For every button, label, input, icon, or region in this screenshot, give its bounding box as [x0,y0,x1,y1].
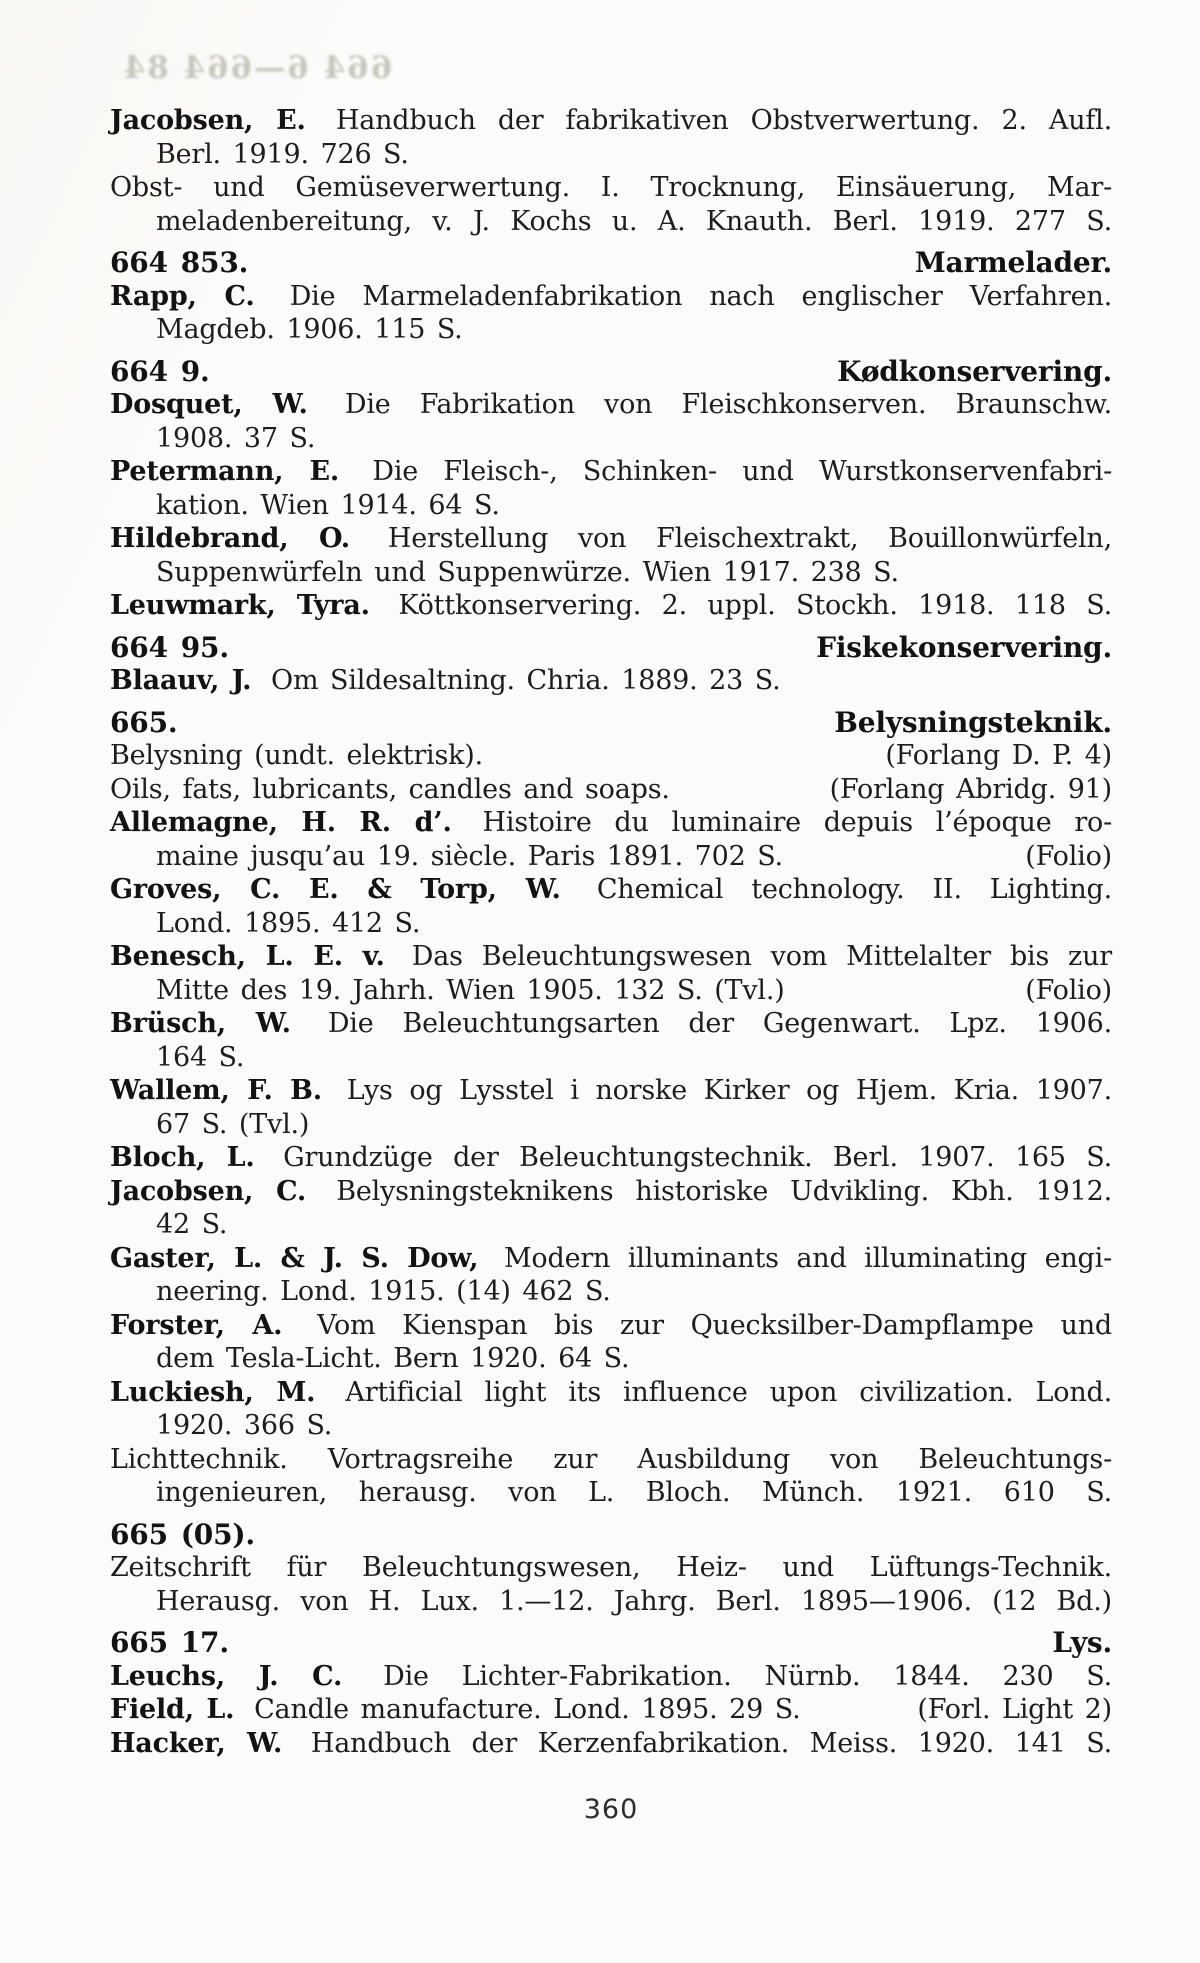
bib-entry-line [110,489,1112,523]
shelf-reference: (Folio) [1025,974,1112,1006]
entry-text: Lichttechnik. Vortragsreihe zur Ausbildung von Beleuchtungs- [110,1443,1112,1475]
bib-entry-line [110,422,1112,456]
bib-entry-line [110,280,1112,314]
bib-entry-line [110,1476,1112,1510]
line-text [156,908,420,939]
line-text [110,631,237,665]
line-text [110,1075,1112,1106]
entry-text: Mitte des 19. Jahrh. Wien 1905. 132 S. (Tvl.) [156,974,785,1006]
entry-text: 42 S. [156,1209,228,1240]
entry-text: Die Fabrikation von Fleischkonserven. Braunschw. [315,389,1112,420]
bib-entry-line [110,1309,1112,1343]
line-text [110,773,670,807]
author-name: Brüsch, W. [110,1008,291,1039]
line-text [110,665,780,696]
entry-text: dem Tesla-Licht. Bern 1920. 64 S. [156,1343,630,1374]
bib-entry-line [110,1108,1112,1142]
line-text [156,423,315,454]
entry-text: Herausg. von H. Lux. 1.—12. Jahrg. Berl. 1895—1906. (12 Bd.) [156,1585,1112,1617]
entry-text: 1908. 37 S. [156,422,316,454]
section-title: Marmelader. [914,246,1112,279]
author-name: Dosquet, W. [110,389,308,420]
entry-text: Histoire du luminaire depuis l’époque ro- [459,807,1112,838]
line-text [110,1661,1112,1692]
entry-text: Candle manufacture. Lond. 1895. 29 S. [242,1694,801,1725]
author-name: Leuwmark, Tyra. [110,590,370,621]
section-heading-line [110,631,1112,665]
line-text [110,739,483,773]
bib-entry-line [110,974,1112,1008]
author-name: Rapp, C. [110,280,255,312]
shelf-reference: (Folio) [1025,840,1112,872]
line-text [110,1176,1112,1207]
entry-text: Die Marmeladenfabrikation nach englischer Verfahren. [262,280,1112,312]
bib-entry-line [110,556,1112,590]
bib-entry-line [110,840,1112,874]
author-name: Petermann, E. [110,456,340,487]
line-text [110,1626,237,1660]
line-text [156,1477,1112,1508]
line-text [110,355,218,389]
entry-text: Berl. 1919. 726 S. [156,138,409,170]
line-text [110,1552,1112,1583]
bib-entry-line [110,739,1112,773]
bib-entry-line [110,171,1112,205]
bib-entry-line [110,313,1112,347]
bib-entry-line [110,1175,1112,1209]
entry-text: Lys og Lysstel i norske Kirker og Hjem. Kria. 1907. [330,1075,1112,1106]
line-text [156,1276,611,1307]
bib-entry-line [110,1585,1112,1619]
line-text [156,840,783,874]
line-text [156,557,899,588]
line-text [110,941,1112,972]
section-title: Belysningsteknik. [834,705,1112,739]
classification-number: 665 17. [110,1626,229,1659]
line-text [156,1343,629,1374]
classification-number: 664 853. [110,246,249,279]
author-name: Gaster, L. & J. S. Dow, [110,1242,479,1274]
section-heading-line [110,1518,1112,1552]
line-text [110,1444,1112,1475]
bib-entry-line [110,873,1112,907]
entry-text: Om Sildesaltning. Chria. 1889. 23 S. [259,665,781,696]
entry-text: Suppenwürfeln und Suppenwürze. Wien 1917. 238 S. [156,556,899,588]
bib-entry-line [110,1275,1112,1309]
section-heading-line [110,706,1112,740]
classification-number: 664 95. [110,630,229,664]
line-text [110,590,1112,621]
line-text [110,1377,1112,1408]
line-text [110,456,1112,487]
entry-text: Das Beleuchtungswesen vom Mittelalter bis zur [392,941,1112,972]
bib-entry-line [110,1693,1112,1727]
author-name: Jacobsen, C. [110,1175,307,1207]
bib-entry-line [110,940,1112,974]
line-text [110,389,1112,420]
bib-entry-line [110,1242,1112,1276]
line-text [156,974,785,1008]
section-heading-line [110,246,1112,280]
line-text [110,1728,1112,1759]
bib-entry-line [110,1074,1112,1108]
line-text [110,874,1112,905]
entry-text: neering. Lond. 1915. (14) 462 S. [156,1276,611,1307]
bib-entry-line [110,907,1112,941]
line-text [110,172,1112,203]
bib-entry-line [110,1041,1112,1075]
classification-number: 664 9. [110,354,210,388]
entry-text: ingenieuren, herausg. von L. Bloch. Münch. 1921. 610 S. [156,1477,1112,1508]
entry-text: 67 S. (Tvl.) [156,1108,310,1140]
entry-text: Chemical technology. II. Lighting. [568,874,1112,905]
line-text [110,281,1112,312]
page-number: 360 [583,1794,639,1825]
bib-entry-line [110,664,1112,698]
bib-entry-line [110,1342,1112,1376]
bib-entry-line [110,1409,1112,1443]
section-title: Lys. [1052,1626,1112,1659]
entry-text: Köttkonservering. 2. uppl. Stockh. 1918. 118 S. [377,590,1112,621]
bib-entry-line [110,104,1112,138]
entry-text: Zeitschrift für Beleuchtungswesen, Heiz- und Lüftungs-Technik. [110,1552,1112,1583]
classification-number: 665. [110,705,178,739]
line-text [156,1410,332,1441]
author-name: Jacobsen, E. [110,105,306,136]
bib-entry-line [110,806,1112,840]
shelf-reference: (Forl. Light 2) [917,1694,1112,1725]
author-name: Blaauv, J. [110,665,252,696]
line-text [156,1042,244,1073]
bib-entry-line [110,388,1112,422]
author-name: Field, L. [110,1694,235,1725]
bib-entry-line [110,1551,1112,1585]
section-heading-line [110,355,1112,389]
bib-entry-line [110,1376,1112,1410]
line-text [156,139,409,170]
line-text [110,1693,800,1727]
entry-text: kation. Wien 1914. 64 S. [156,489,500,521]
author-name: Benesch, L. E. v. [110,941,385,972]
shelf-reference: (Forlang D. P. 4) [885,740,1112,771]
ghost-header-bleedthrough: 664 6—664 84 [121,50,393,86]
bib-entry-line [110,773,1112,807]
line-text [110,807,1112,838]
entry-text: Oils, fats, lubricants, candles and soaps. [110,773,670,805]
line-text [156,490,500,521]
bib-entry-line [110,205,1112,239]
author-name: Groves, C. E. & Torp, W. [110,874,561,905]
entry-text: Handbuch der Kerzenfabrikation. Meiss. 1920. 141 S. [290,1727,1112,1759]
entry-text: Modern illuminants and illuminating engi- [486,1242,1112,1274]
author-name: Forster, A. [110,1309,283,1341]
entry-text: Herstellung von Fleischextrakt, Bouillonwürfeln, [358,523,1112,554]
bib-entry-line [110,589,1112,623]
bib-entry-line [110,1208,1112,1242]
line-text [156,206,1112,237]
line-text [110,523,1112,554]
entry-text: maine jusqu’au 19. siècle. Paris 1891. 702 S. [156,840,783,872]
section-title: Fiskekonservering. [816,630,1112,664]
line-text [110,1008,1112,1039]
bib-entry-line [110,522,1112,556]
section-heading-line [110,1626,1112,1660]
line-text [110,246,257,280]
entry-text: 164 S. [156,1041,245,1073]
line-text [110,105,1112,136]
line-text [156,314,463,345]
author-name: Luckiesh, M. [110,1376,316,1408]
line-text [156,1586,1112,1617]
line-text [110,1310,1112,1341]
entry-text: Die Beleuchtungsarten der Gegenwart. Lpz. 1906. [298,1008,1112,1039]
entry-text: meladenbereitung, v. J. Kochs u. A. Knauth. Berl. 1919. 277 S. [156,205,1112,237]
entry-text: Vom Kienspan bis zur Quecksilber-Dampflampe und [290,1309,1112,1341]
entry-text: Grundzüge der Beleuchtungstechnik. Berl. 1907. 165 S. [262,1142,1113,1173]
entry-text: Magdeb. 1906. 115 S. [156,314,463,345]
line-text [110,1243,1112,1274]
shelf-reference: (Forlang Abridg. 91) [829,773,1112,805]
entry-text: Obst- und Gemüseverwertung. I. Trocknung, Einsäuerung, Mar- [110,172,1112,203]
author-name: Hacker, W. [110,1727,283,1759]
author-name: Bloch, L. [110,1142,255,1173]
line-text [110,706,186,740]
entry-text: Artificial light its influence upon civilization. Lond. [323,1376,1112,1408]
entry-text: Die Lichter-Fabrikation. Nürnb. 1844. 230 S. [350,1660,1113,1692]
line-text [110,1518,263,1551]
line-text [156,1209,227,1240]
entry-text: Belysningsteknikens historiske Udvikling. Kbh. 1912. [314,1175,1112,1207]
entry-text: Lond. 1895. 412 S. [156,907,421,939]
line-text [156,1109,309,1140]
author-name: Wallem, F. B. [110,1075,322,1106]
bib-entry-line [110,1727,1112,1761]
section-title: Kødkonservering. [837,354,1112,388]
bib-entry-line [110,1660,1112,1694]
author-name: Hildebrand, O. [110,523,350,554]
bib-entry-line [110,1007,1112,1041]
entry-text: Die Fleisch-, Schinken- und Wurstkonservenfabri- [347,456,1113,487]
author-name: Allemagne, H. R. d’. [110,807,452,838]
bib-entry-line [110,455,1112,489]
author-name: Leuchs, J. C. [110,1660,343,1692]
line-text [110,1142,1112,1173]
bib-entry-line [110,1443,1112,1477]
entry-text: 1920. 366 S. [156,1410,333,1441]
bibliography [110,104,1112,1760]
bib-entry-line [110,1141,1112,1175]
entry-text: Handbuch der fabrikativen Obstverwertung. 2. Aufl. [313,105,1112,136]
entry-text: Belysning (undt. elektrisk). [110,740,484,771]
bib-entry-line [110,138,1112,172]
classification-number: 665 (05). [110,1517,255,1551]
